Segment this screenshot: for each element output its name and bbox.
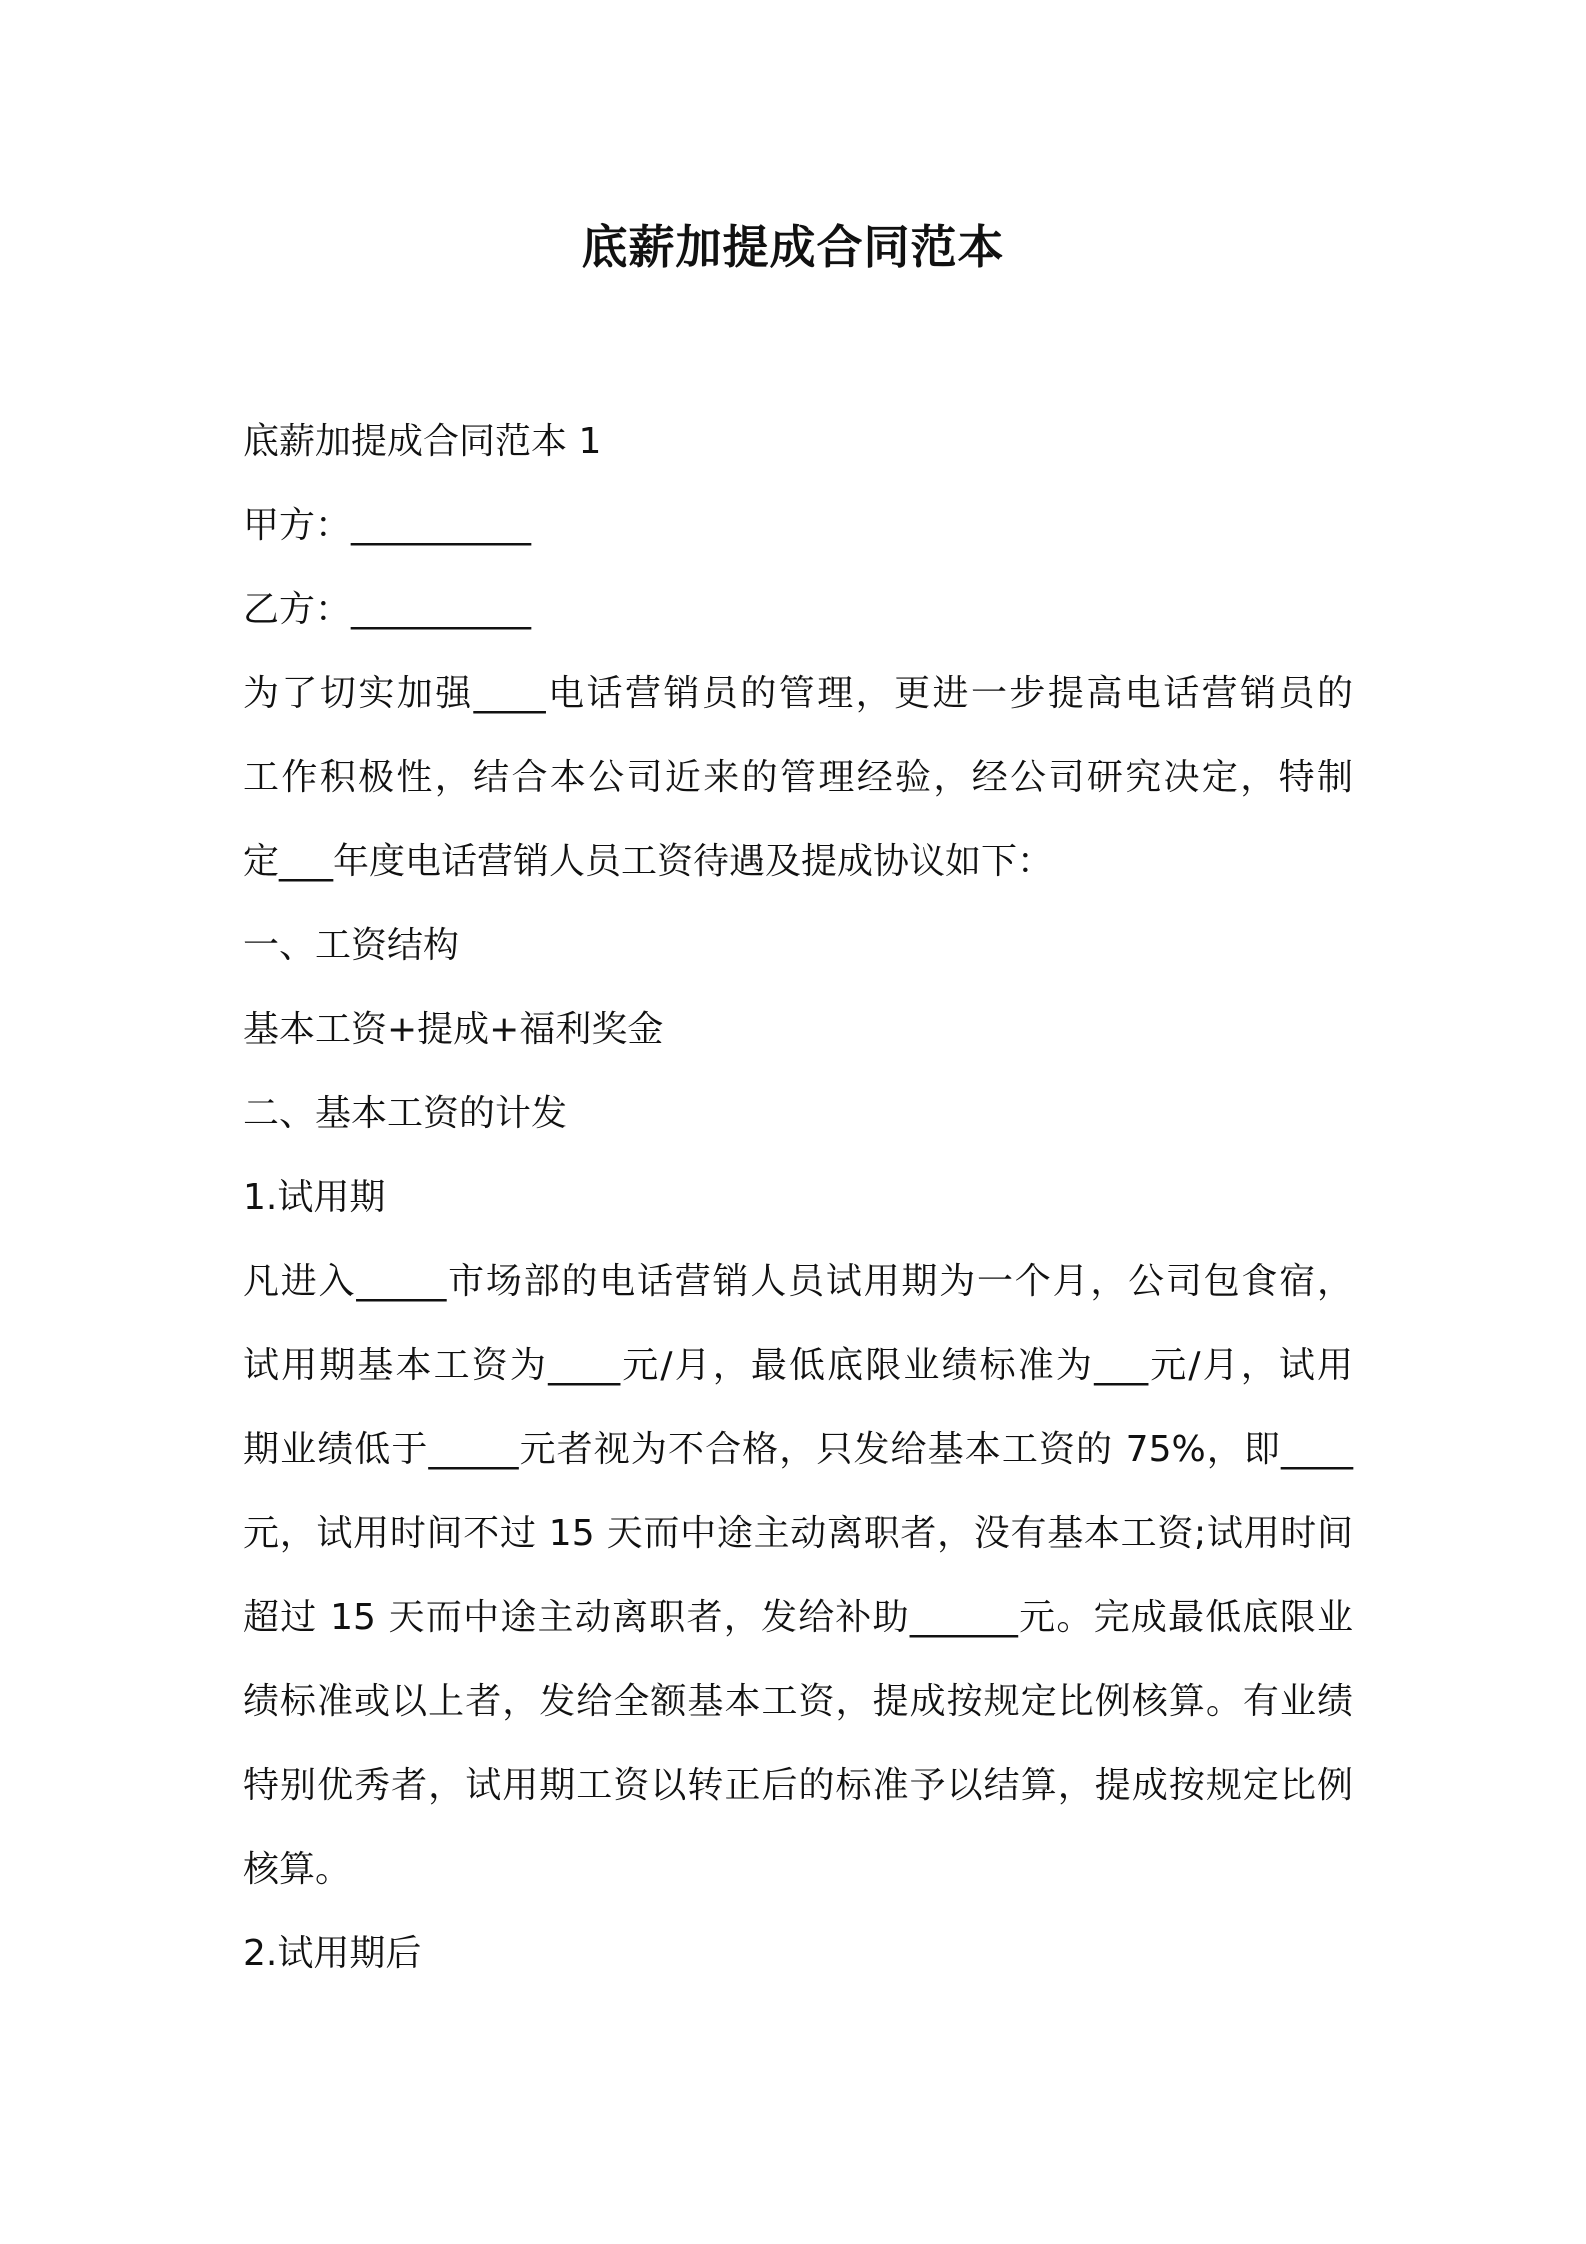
probation-paragraph-line: 试用期基本工资为____元/月，最低底限业绩标准为___元/月，试用	[243, 1345, 1353, 1386]
probation-paragraph-line: 超过 15 天而中途主动离职者，发给补助______元。完成最低底限业	[243, 1597, 1353, 1638]
document-title: 底薪加提成合同范本	[581, 220, 1005, 274]
probation-paragraph-line: 特别优秀者，试用期工资以转正后的标准予以结算，提成按规定比例	[243, 1765, 1353, 1806]
document-body	[243, 400, 1353, 1996]
section-heading-sample-1: 底薪加提成合同范本 1	[243, 421, 602, 462]
probation-paragraph-line: 核算。	[243, 1849, 352, 1890]
party-a-field: 甲方：__________	[243, 505, 532, 546]
intro-paragraph-line: 工作积极性，结合本公司近来的管理经验，经公司研究决定，特制	[243, 757, 1353, 798]
subheading-after-probation: 2.试用期后	[243, 1933, 422, 1974]
salary-structure-text: 基本工资+提成+福利奖金	[243, 1009, 664, 1050]
intro-paragraph-line: 为了切实加强____电话营销员的管理，更进一步提高电话营销员的	[243, 673, 1353, 714]
section-heading-salary-structure: 一、工资结构	[243, 925, 460, 966]
probation-paragraph-line: 绩标准或以上者，发给全额基本工资，提成按规定比例核算。有业绩	[243, 1681, 1353, 1722]
probation-paragraph-line: 期业绩低于_____元者视为不合格，只发给基本工资的 75%，即____	[243, 1429, 1353, 1470]
subheading-probation: 1.试用期	[243, 1177, 386, 1218]
probation-paragraph-line: 凡进入_____市场部的电话营销人员试用期为一个月，公司包食宿，	[243, 1261, 1353, 1302]
intro-paragraph-line: 定___年度电话营销人员工资待遇及提成协议如下：	[243, 841, 1054, 882]
probation-paragraph-line: 元，试用时间不过 15 天而中途主动离职者，没有基本工资;试用时间	[243, 1513, 1353, 1554]
section-heading-base-salary: 二、基本工资的计发	[243, 1093, 568, 1134]
party-b-field: 乙方：__________	[243, 589, 532, 630]
